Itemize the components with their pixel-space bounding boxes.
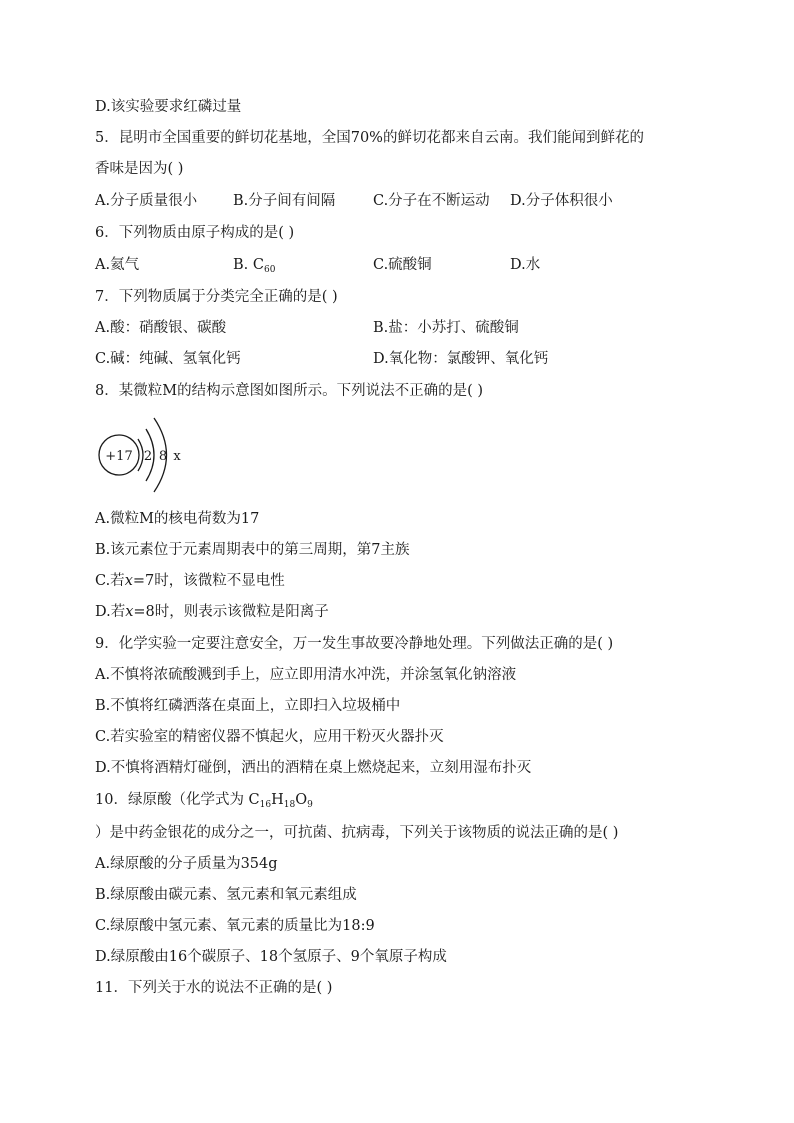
- q7-option-c: C.碱：纯碱、氢氧化钙: [95, 351, 241, 367]
- q10-option-c: C.绿原酸中氢元素、氧元素的质量比为18:9: [95, 918, 375, 934]
- q10-stem-line-2: ）是中药金银花的成分之一，可抗菌、抗病毒，下列关于该物质的说法正确的是( ): [95, 825, 619, 841]
- atom-structure-diagram: [95, 408, 205, 500]
- q10-option-a: A.绿原酸的分子质量为354g: [95, 856, 278, 872]
- q10-o: O: [295, 792, 308, 808]
- q9-option-b: B.不慎将红磷洒落在桌面上，立即扫入垃圾桶中: [95, 698, 401, 714]
- q8-option-d-var: x: [125, 604, 134, 620]
- q4-option-d: D.该实验要求红磷过量: [95, 99, 242, 115]
- q6-option-c: C.硫酸铜: [373, 257, 432, 273]
- q9-stem: 9．化学实验一定要注意安全，万一发生事故要冷静地处理。下列做法正确的是( ): [95, 636, 614, 652]
- q8-option-c-pre: C.若: [95, 573, 125, 589]
- q8-option-c-var: x: [124, 573, 133, 589]
- q5-option-c: C.分子在不断运动: [373, 193, 490, 209]
- q6-option-d: D.水: [510, 257, 541, 273]
- q10-sub-c: 16: [259, 800, 272, 810]
- q6-option-a: A.氦气: [95, 257, 140, 273]
- q5-stem-line-2: 香味是因为( ): [95, 161, 184, 177]
- shell-3-electrons: x: [173, 449, 181, 464]
- q7-option-a: A.酸：硝酸银、碳酸: [95, 320, 227, 336]
- atom-structure-svg: [95, 408, 205, 500]
- q5-stem-line-1: 5．昆明市全国重要的鲜切花基地，全国70%的鲜切花都来自云南。我们能闻到鲜花的: [95, 130, 644, 146]
- q6-option-b: [233, 255, 275, 280]
- q8-option-a: A.微粒M的核电荷数为17: [95, 511, 260, 527]
- q9-option-a: A.不慎将浓硫酸溅到手上，应立即用清水冲洗，并涂氢氧化钠溶液: [95, 667, 517, 683]
- q11-stem: 11．下列关于水的说法不正确的是( ): [95, 980, 333, 996]
- q10-h: H: [271, 792, 284, 808]
- q9-option-c: C.若实验室的精密仪器不慎起火，应用干粉灭火器扑灭: [95, 729, 444, 745]
- q10-sub-h: 18: [283, 800, 296, 810]
- shell-2-electrons: 8: [158, 449, 168, 464]
- q6-stem: 6．下列物质由原子构成的是( ): [95, 225, 295, 241]
- q7-stem: 7．下列物质属于分类完全正确的是( ): [95, 289, 338, 305]
- q5-option-b: B.分子间有间隔: [233, 193, 336, 209]
- q7-option-b: B.盐：小苏打、硫酸铜: [373, 320, 519, 336]
- q5-option-a: A.分子质量很小: [95, 193, 198, 209]
- q10-sub-o: 9: [307, 800, 313, 810]
- q8-option-c-post: =7时，该微粒不显电性: [132, 573, 285, 589]
- q8-option-b: B.该元素位于元素周期表中的第三周期，第7主族: [95, 542, 410, 558]
- q5-option-d: D.分子体积很小: [510, 193, 613, 209]
- shell-1-electrons: 2: [143, 449, 153, 464]
- q10-option-d: D.绿原酸由16个碳原子、18个氢原子、9个氧原子构成: [95, 949, 447, 965]
- q8-option-d-post: =8时，则表示该微粒是阳离子: [133, 604, 329, 620]
- q10-stem-line-1: [95, 790, 313, 815]
- q8-option-c: [95, 571, 285, 591]
- q8-option-d: [95, 602, 329, 622]
- q10-option-b: B.绿原酸由碳元素、氢元素和氧元素组成: [95, 887, 357, 903]
- q7-option-d: D.氧化物：氯酸钾、氧化钙: [373, 351, 549, 367]
- q8-option-d-pre: D.若: [95, 604, 126, 620]
- q6-option-b-text: B. C: [233, 257, 264, 273]
- q8-stem: 8．某微粒M的结构示意图如图所示。下列说法不正确的是( ): [95, 383, 483, 399]
- nucleus-charge: +17: [105, 449, 133, 464]
- q10-stem-pre: 10．绿原酸（化学式为 C: [95, 792, 260, 808]
- q9-option-d: D.不慎将酒精灯碰倒，洒出的酒精在桌上燃烧起来，立刻用湿布扑灭: [95, 760, 532, 776]
- q6-option-b-subscript: 60: [263, 265, 276, 275]
